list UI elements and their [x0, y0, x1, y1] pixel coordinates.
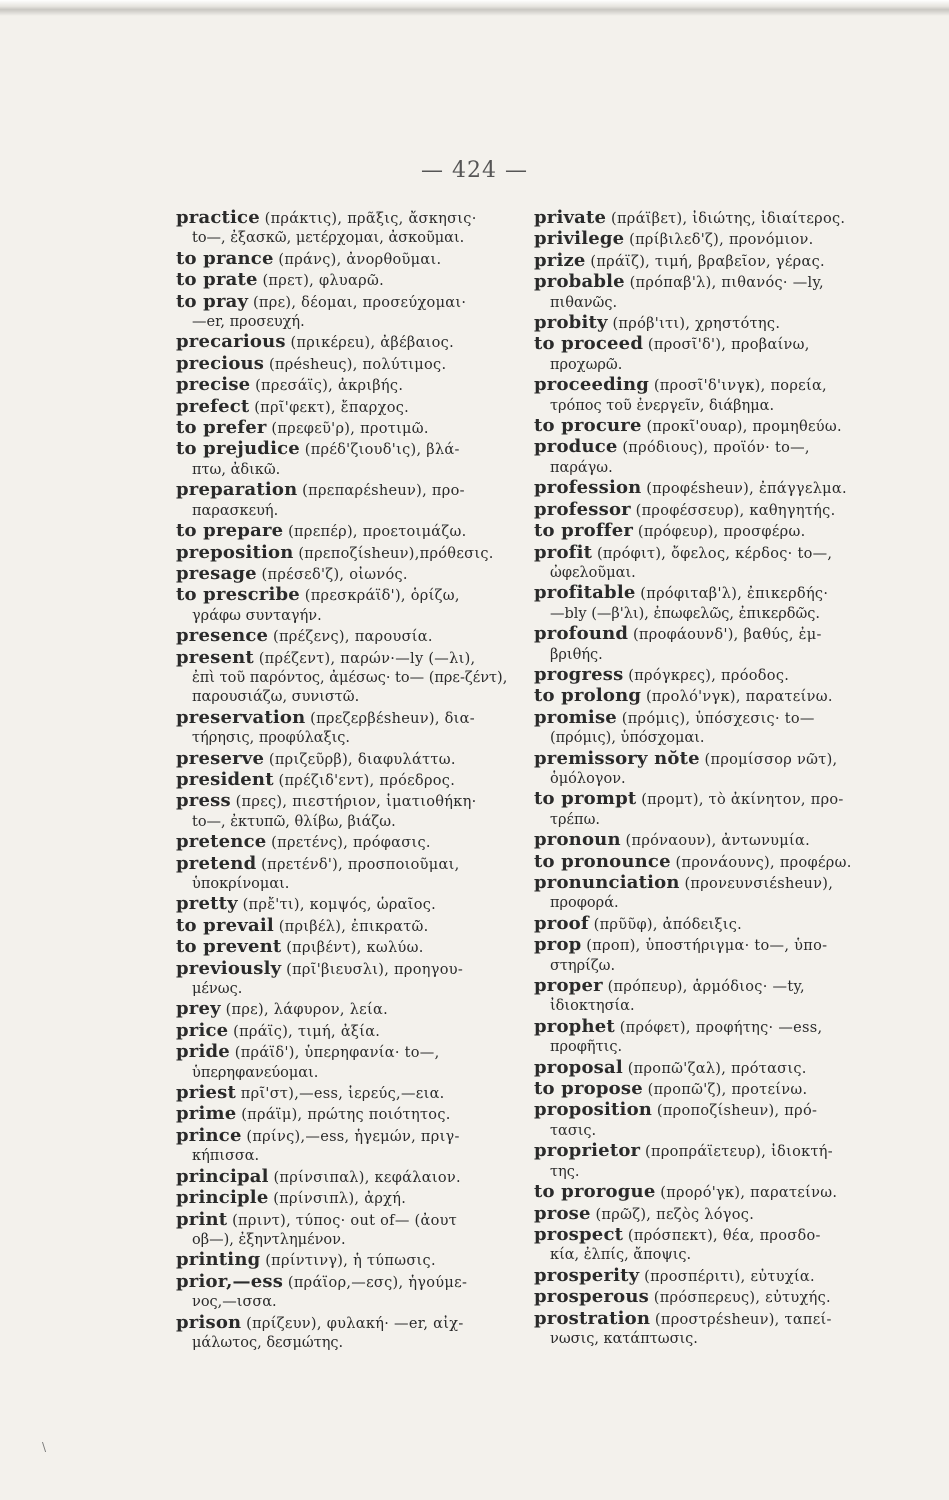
- entry-headword: profitable: [534, 582, 636, 604]
- entry-definition: (προστρέsheuν), ταπεί-: [654, 1311, 832, 1328]
- entry-headword: preserve: [176, 747, 265, 769]
- dictionary-entry: [534, 935, 879, 976]
- dictionary-entry: [534, 416, 879, 437]
- dictionary-entry: [176, 208, 536, 249]
- dictionary-entry: [534, 1204, 879, 1225]
- entry-definition: (πρόφιτ), ὄφελος, κέρδος· to—,: [596, 545, 833, 562]
- entry-headword: prosperous: [534, 1286, 649, 1308]
- dictionary-entry: [176, 626, 536, 647]
- entry-headword: to prance: [176, 247, 274, 269]
- entry-continuation: (πρόμις), ὑπόσχομαι.: [550, 730, 705, 747]
- entry-definition: (πράϊορ,—εσς), ἡγούμε-: [287, 1274, 468, 1291]
- margin-mark: \: [42, 1440, 47, 1454]
- dictionary-entry: [176, 270, 536, 291]
- entry-headword: precise: [176, 374, 251, 396]
- entry-headword: to prepare: [176, 520, 284, 542]
- dictionary-entry: [176, 854, 536, 895]
- entry-definition: (πρέσεδ'ζ), οἰωνός.: [261, 566, 408, 583]
- dictionary-entry: [176, 832, 536, 853]
- entry-definition: (πρετ), φλυαρῶ.: [262, 273, 384, 290]
- entry-definition: (πράϊς), τιμή, ἀξία.: [233, 1023, 381, 1040]
- dictionary-entry: [534, 272, 879, 313]
- entry-headword: to prescribe: [176, 584, 300, 606]
- entry-definition: (πρεσκράϊδ'), ὁρίζω,: [304, 588, 460, 605]
- dictionary-entry: [534, 251, 879, 272]
- entry-definition: (πρέζενς), παρουσία.: [273, 629, 433, 646]
- entry-definition: (πρεπαρέsheuν), προ-: [302, 483, 465, 500]
- entry-continuation: στηρίζω.: [550, 957, 616, 974]
- dictionary-entry: [534, 375, 879, 416]
- entry-headword: proprietor: [534, 1140, 641, 1162]
- entry-headword: to prompt: [534, 788, 637, 810]
- entry-definition: (πρόπαβ'λ), πιθανός· —ly,: [629, 275, 824, 292]
- entry-headword: prostration: [534, 1307, 651, 1329]
- entry-continuation: —er, προσευχή.: [192, 314, 305, 331]
- entry-headword: to prolong: [534, 685, 642, 707]
- entry-headword: prospect: [534, 1223, 624, 1245]
- entry-headword: pronunciation: [534, 872, 680, 893]
- entry-definition: (πρέζιδ'εντ), πρόεδρος.: [278, 772, 456, 789]
- entry-headword: proper: [534, 975, 603, 997]
- dictionary-entry: [176, 543, 536, 564]
- entry-headword: progress: [534, 663, 624, 685]
- dictionary-entry: [176, 894, 536, 915]
- dictionary-entry: [176, 770, 536, 791]
- dictionary-entry: [534, 976, 879, 1017]
- entry-definition: (προπῶ'ζ), προτείνω.: [647, 1082, 808, 1099]
- entry-headword: to propose: [534, 1078, 643, 1100]
- dictionary-entry: [176, 397, 536, 418]
- entry-headword: to pronounce: [534, 850, 671, 872]
- dictionary-entry: [176, 521, 536, 542]
- entry-headword: to procure: [534, 415, 642, 437]
- entry-headword: proof: [534, 912, 589, 934]
- entry-headword: prophet: [534, 1015, 615, 1037]
- entry-headword: professor: [534, 498, 631, 520]
- entry-definition: (πριζεῦρβ), διαφυλάττω.: [268, 751, 456, 768]
- entry-definition: (προκῖ'ουαρ), προμηθεύω.: [646, 419, 842, 436]
- entry-headword: preparation: [176, 479, 298, 501]
- entry-continuation: προφορά.: [550, 895, 619, 912]
- entry-headword: proposition: [534, 1099, 653, 1121]
- dictionary-entry: [534, 789, 879, 830]
- entry-headword: proposal: [534, 1056, 623, 1078]
- dictionary-entry: [176, 937, 536, 958]
- entry-definition: (προσῖ'δ'ινγκ), πορεία,: [653, 378, 827, 395]
- entry-continuation: κήπισσα.: [192, 1148, 260, 1165]
- dictionary-entry: [534, 873, 879, 914]
- entry-definition: (πρόσπερευς), εὐτυχής.: [653, 1290, 831, 1307]
- entry-headword: printing: [176, 1249, 261, 1271]
- entry-definition: (πρετένς), πρόφασις.: [271, 835, 431, 852]
- entry-headword: prop: [534, 934, 582, 956]
- entry-headword: prefect: [176, 395, 250, 417]
- dictionary-entry: [534, 478, 879, 499]
- page-top-edge: [0, 0, 949, 16]
- entry-definition: (πρésheuς), πολύτιμος.: [268, 356, 447, 373]
- dictionary-entry: [534, 1058, 879, 1079]
- entry-headword: prior,—ess: [176, 1270, 284, 1292]
- entry-headword: to prefer: [176, 417, 267, 439]
- entry-continuation: μένως.: [192, 981, 243, 998]
- dictionary-entry: [534, 500, 879, 521]
- entry-definition: (πρετένδ'), προσποιοῦμαι,: [261, 856, 460, 873]
- entry-headword: prince: [176, 1124, 242, 1146]
- dictionary-entry: [534, 1266, 879, 1287]
- entry-headword: pride: [176, 1041, 230, 1063]
- dictionary-entry: [534, 1017, 879, 1058]
- entry-continuation: παρασκευή.: [192, 502, 279, 519]
- dictionary-entry: [176, 749, 536, 770]
- entry-definition: (πρεποζίsheuν),πρόθεσις.: [298, 545, 494, 562]
- entry-definition: (πράϊβετ), ἰδιώτης, ἰδιαίτερος.: [610, 211, 846, 227]
- entry-continuation: to—, ἐκτυπῶ, θλίβω, βιάζω.: [192, 813, 396, 830]
- dictionary-entry: [176, 1210, 536, 1251]
- entry-headword: principle: [176, 1187, 269, 1209]
- entry-definition: (προφέσσευρ), καθηγητής.: [635, 502, 836, 519]
- entry-headword: pretty: [176, 893, 238, 915]
- entry-definition: (πράκτις), πρᾶξις, ἄσκησις·: [264, 211, 477, 227]
- entry-definition: (πρῖ'φεκτ), ἔπαρχος.: [254, 399, 410, 416]
- entry-definition: (πράνς), ἀνορθοῦμαι.: [278, 251, 442, 268]
- entry-headword: press: [176, 790, 231, 812]
- entry-headword: prime: [176, 1103, 237, 1125]
- entry-headword: prize: [534, 249, 586, 271]
- entry-continuation: ὁμόλογον.: [550, 770, 626, 787]
- dictionary-entry: [534, 852, 879, 873]
- entry-definition: (πριβέλ), ἐπικρατῶ.: [278, 918, 429, 935]
- entry-definition: (πράϊδ'), ὑπερηφανία· to—,: [234, 1045, 440, 1062]
- entry-definition: (πρε), δέομαι, προσεύχομαι·: [252, 294, 467, 311]
- entry-headword: previously: [176, 957, 282, 979]
- dictionary-entry: [534, 686, 879, 707]
- entry-continuation: ὠφελοῦμαι.: [550, 564, 636, 581]
- entry-headword: profound: [534, 623, 629, 645]
- dictionary-entry: [176, 791, 536, 832]
- entry-headword: pronoun: [534, 829, 621, 851]
- dictionary-entry: [534, 1287, 879, 1308]
- entry-definition: (πριντ), τύπος· out of— (ἀουτ: [232, 1212, 458, 1229]
- entry-headword: proceeding: [534, 374, 650, 396]
- entry-headword: preservation: [176, 706, 306, 728]
- entry-definition: (πρίβιλεδ'ζ), προνόμιον.: [629, 232, 814, 249]
- entry-definition: (πρόβ'ιτι), χρηστότης.: [612, 316, 781, 333]
- entry-headword: to proffer: [534, 520, 634, 542]
- entry-definition: (πρῶζ), πεζὸς λόγος.: [595, 1206, 755, 1223]
- entry-continuation: τήρησις, προφύλαξις.: [192, 730, 350, 747]
- dictionary-entry: [176, 439, 536, 480]
- dictionary-entry: [176, 1250, 536, 1271]
- entry-definition: (προσπέριτι), εὐτυχία.: [644, 1268, 815, 1285]
- dictionary-entry: [534, 1100, 879, 1141]
- entry-continuation: παράγω.: [550, 459, 613, 476]
- entry-headword: to prevail: [176, 914, 274, 936]
- entry-definition: (πρε), λάφυρον, λεία.: [225, 1002, 388, 1019]
- entry-definition: (πρἔ'τι), κομψός, ὡραῖος.: [242, 897, 437, 914]
- entry-continuation: ἰδιοκτησία.: [550, 998, 635, 1015]
- entry-continuation: βριθής.: [550, 646, 603, 663]
- entry-definition: (προφέsheuν), ἐπάγγελμα.: [646, 481, 847, 498]
- entry-definition: (πρεσάϊς), ἀκριβής.: [255, 378, 404, 395]
- entry-headword: prose: [534, 1202, 591, 1224]
- entry-definition: (πράϊζ), τιμή, βραβεῖον, γέρας.: [590, 253, 825, 270]
- entry-headword: probity: [534, 312, 608, 334]
- entry-definition: (πρῖ'βιευσλι), προηγου-: [286, 961, 464, 978]
- entry-definition: (προνάουνς), προφέρω.: [675, 854, 852, 871]
- entry-headword: to prejudice: [176, 438, 300, 460]
- entry-headword: profession: [534, 477, 642, 499]
- dictionary-entry: [534, 521, 879, 542]
- entry-headword: print: [176, 1208, 228, 1230]
- dictionary-entry: [176, 959, 536, 1000]
- dictionary-entry: [176, 1272, 536, 1313]
- entry-definition: (πρες), πιεστήριον, ἱματιοθήκη·: [235, 794, 477, 811]
- dictionary-entry: [176, 648, 536, 708]
- entry-definition: (πρόφετ), προφήτης· —ess,: [619, 1019, 823, 1036]
- entry-headword: profit: [534, 541, 593, 563]
- entry-definition: (πρεφεῦ'ρ), προτιμῶ.: [271, 421, 429, 438]
- dictionary-entry: [176, 292, 536, 333]
- dictionary-entry: [534, 543, 879, 584]
- entry-headword: promise: [534, 706, 617, 728]
- entry-definition: (προπράϊετευρ), ἰδιοκτή-: [645, 1144, 833, 1161]
- entry-headword: preposition: [176, 541, 294, 563]
- entry-continuation: πιθανῶς.: [550, 294, 618, 311]
- dictionary-entry: [534, 1079, 879, 1100]
- dictionary-entry: [176, 916, 536, 937]
- dictionary-entry: [176, 418, 536, 439]
- entry-headword: pretend: [176, 852, 257, 874]
- entry-headword: practice: [176, 207, 260, 228]
- dictionary-entry: [534, 830, 879, 851]
- right-column: [534, 208, 879, 1349]
- entry-definition: (προρό'γκ), παρατείνω.: [660, 1185, 838, 1202]
- entry-headword: precious: [176, 352, 265, 374]
- entry-headword: privilege: [534, 228, 625, 250]
- entry-continuation: πτω, ἀδικῶ.: [192, 461, 281, 478]
- entry-definition: (πρίνσιπλ), ἀρχή.: [273, 1191, 407, 1208]
- entry-definition: (προσῖ'δ'), προβαίνω,: [647, 337, 810, 354]
- dictionary-entry: [176, 1104, 536, 1125]
- dictionary-entry: [534, 1182, 879, 1203]
- entry-definition: (πρόσπεκτ), θέα, προσδο-: [627, 1227, 821, 1244]
- entry-definition: (πρίζευν), φυλακή· —er, αἰχ-: [246, 1315, 464, 1332]
- entry-definition: (πρέζεντ), παρών·—ly (—λι),: [258, 650, 476, 667]
- entry-definition: (πριβέντ), κωλύω.: [286, 940, 424, 957]
- entry-headword: prison: [176, 1311, 242, 1333]
- dictionary-entry: [176, 1313, 536, 1354]
- entry-continuation: κία, ἐλπίς, ἄποψις.: [550, 1247, 692, 1264]
- entry-headword: presence: [176, 625, 269, 647]
- dictionary-entry: [176, 480, 536, 521]
- entry-continuation: —bly (—β'λι), ἐπωφελῶς, ἐπικερδῶς.: [550, 605, 821, 622]
- entry-continuation: προχωρῶ.: [550, 356, 623, 373]
- entry-headword: produce: [534, 436, 618, 458]
- entry-headword: principal: [176, 1165, 269, 1187]
- dictionary-entry: [176, 1021, 536, 1042]
- entry-definition: (προφάουνδ'), βαθύς, ἐμ-: [632, 627, 822, 644]
- entry-continuation: της.: [550, 1163, 580, 1180]
- dictionary-entry: [176, 708, 536, 749]
- entry-headword: prey: [176, 998, 221, 1020]
- entry-continuation: γράφω συνταγήν.: [192, 607, 322, 624]
- entry-definition: (πρεπέρ), προετοιμάζω.: [288, 524, 467, 541]
- entry-definition: (πρέδ'ζιουδ'ις), βλά-: [304, 442, 460, 459]
- entry-definition: (προποζίsheuν), πρό-: [656, 1103, 818, 1120]
- entry-definition: (προπῶ'ζαλ), πρότασις.: [627, 1060, 807, 1077]
- dictionary-entry: [176, 1167, 536, 1188]
- dictionary-entry: [534, 334, 879, 375]
- entry-definition: πρῖ'στ),—ess, ἱερεύς,—εια.: [240, 1086, 445, 1103]
- entry-headword: precarious: [176, 331, 286, 353]
- dictionary-entry: [176, 1042, 536, 1083]
- entry-headword: to prate: [176, 269, 258, 291]
- dictionary-entry: [176, 1083, 536, 1104]
- entry-continuation: τρέπω.: [550, 811, 601, 828]
- entry-headword: private: [534, 207, 607, 228]
- entry-continuation: ὑποκρίνομαι.: [192, 876, 290, 892]
- dictionary-entry: [534, 1225, 879, 1266]
- entry-headword: presage: [176, 562, 257, 584]
- entry-continuation: οβ—), ἐξηντλημένον.: [192, 1231, 346, 1248]
- entry-definition: (προμίσσορ νῶτ),: [704, 751, 838, 768]
- dictionary-entry: [176, 375, 536, 396]
- dictionary-entry: [176, 585, 536, 626]
- entry-definition: (πρόμις), ὑπόσχεσις· to—: [621, 710, 815, 727]
- entry-headword: priest: [176, 1082, 237, 1104]
- entry-continuation: τασις.: [550, 1122, 597, 1139]
- entry-definition: (πράϊμ), πρώτης ποιότητος.: [241, 1107, 451, 1124]
- entry-headword: to prorogue: [534, 1181, 656, 1203]
- entry-continuation: to—, ἐξασκῶ, μετέρχομαι, ἀσκοῦμαι.: [192, 230, 465, 247]
- entry-continuation: ἐπὶ τοῦ παρόντος, ἀμέσως· to— (πρε-ζέντ), παρουσιάζω, συνιστῶ.: [192, 669, 508, 706]
- entry-headword: probable: [534, 271, 625, 293]
- entry-continuation: προφῆτις.: [550, 1039, 623, 1056]
- entry-continuation: τρόπος τοῦ ἐνεργεῖν, διάβημα.: [550, 397, 775, 414]
- entry-definition: (πρόναουν), ἀντωνυμία.: [625, 833, 811, 850]
- entry-headword: pretence: [176, 831, 267, 853]
- dictionary-entry: [534, 583, 879, 624]
- entry-headword: present: [176, 646, 254, 668]
- dictionary-entry: [176, 564, 536, 585]
- entry-definition: (προμτ), τὸ ἀκίνητον, προ-: [641, 792, 844, 809]
- dictionary-entry: [176, 332, 536, 353]
- entry-continuation: νωσις, κατάπτωσις.: [550, 1330, 698, 1347]
- dictionary-entry: [534, 313, 879, 334]
- entry-definition: (πρίνς),—ess, ἡγεμών, πριγ-: [246, 1128, 460, 1145]
- entry-definition: (προπ), ὑποστήριγμα· to—, ὑπο-: [586, 938, 828, 955]
- dictionary-entry: [176, 354, 536, 375]
- entry-definition: (πρόγκρες), πρόοδος.: [628, 667, 790, 684]
- dictionary-entry: [534, 665, 879, 686]
- dictionary-entry: [534, 1141, 879, 1182]
- entry-definition: (πρίντινγ), ἡ τύπωσις.: [265, 1253, 436, 1270]
- dictionary-entry: [534, 624, 879, 665]
- dictionary-entry: [534, 1309, 879, 1350]
- entry-continuation: μάλωτος, δεσμώτης.: [192, 1334, 344, 1351]
- dictionary-entry: [176, 999, 536, 1020]
- entry-headword: to proceed: [534, 333, 644, 355]
- entry-headword: to pray: [176, 290, 249, 312]
- entry-definition: (πρῦῦφ), ἀπόδειξις.: [593, 916, 743, 933]
- dictionary-entry: [534, 708, 879, 749]
- entry-continuation: νος,—ισσα.: [192, 1294, 277, 1311]
- entry-definition: (προλό'νγκ), παρατείνω.: [645, 689, 833, 706]
- entry-definition: (προνευνσιέsheuν),: [684, 876, 834, 892]
- entry-definition: (πρίνσιπαλ), κεφάλαιον.: [273, 1169, 461, 1186]
- entry-headword: president: [176, 768, 274, 790]
- entry-definition: (πρόπευρ), ἁρμόδιος· —ty,: [607, 979, 805, 996]
- page-number: — 424 —: [421, 158, 528, 183]
- entry-headword: to prevent: [176, 936, 282, 958]
- entry-definition: (πρικέρεu), ἀβέβαιος.: [290, 335, 455, 352]
- entry-headword: prosperity: [534, 1264, 640, 1286]
- entry-definition: (πρόφευρ), προσφέρω.: [637, 524, 806, 541]
- left-column: [176, 208, 536, 1353]
- dictionary-entry: [534, 914, 879, 935]
- entry-definition: (πρόδιους), προϊόν· to—,: [622, 440, 810, 457]
- entry-definition: (πρόφιταβ'λ), ἐπικερδής·: [640, 586, 829, 603]
- dictionary-entry: [176, 249, 536, 270]
- entry-headword: price: [176, 1019, 229, 1041]
- dictionary-entry: [534, 229, 879, 250]
- entry-continuation: ὑπερηφανεύομαι.: [192, 1064, 319, 1081]
- entry-definition: (πρεζερβέsheuν), δια-: [310, 710, 475, 727]
- dictionary-entry: [176, 1188, 536, 1209]
- dictionary-entry: [534, 437, 879, 478]
- dictionary-entry: [534, 208, 879, 229]
- dictionary-entry: [534, 749, 879, 790]
- dictionary-entry: [176, 1126, 536, 1167]
- entry-headword: premissory nŏte: [534, 747, 700, 769]
